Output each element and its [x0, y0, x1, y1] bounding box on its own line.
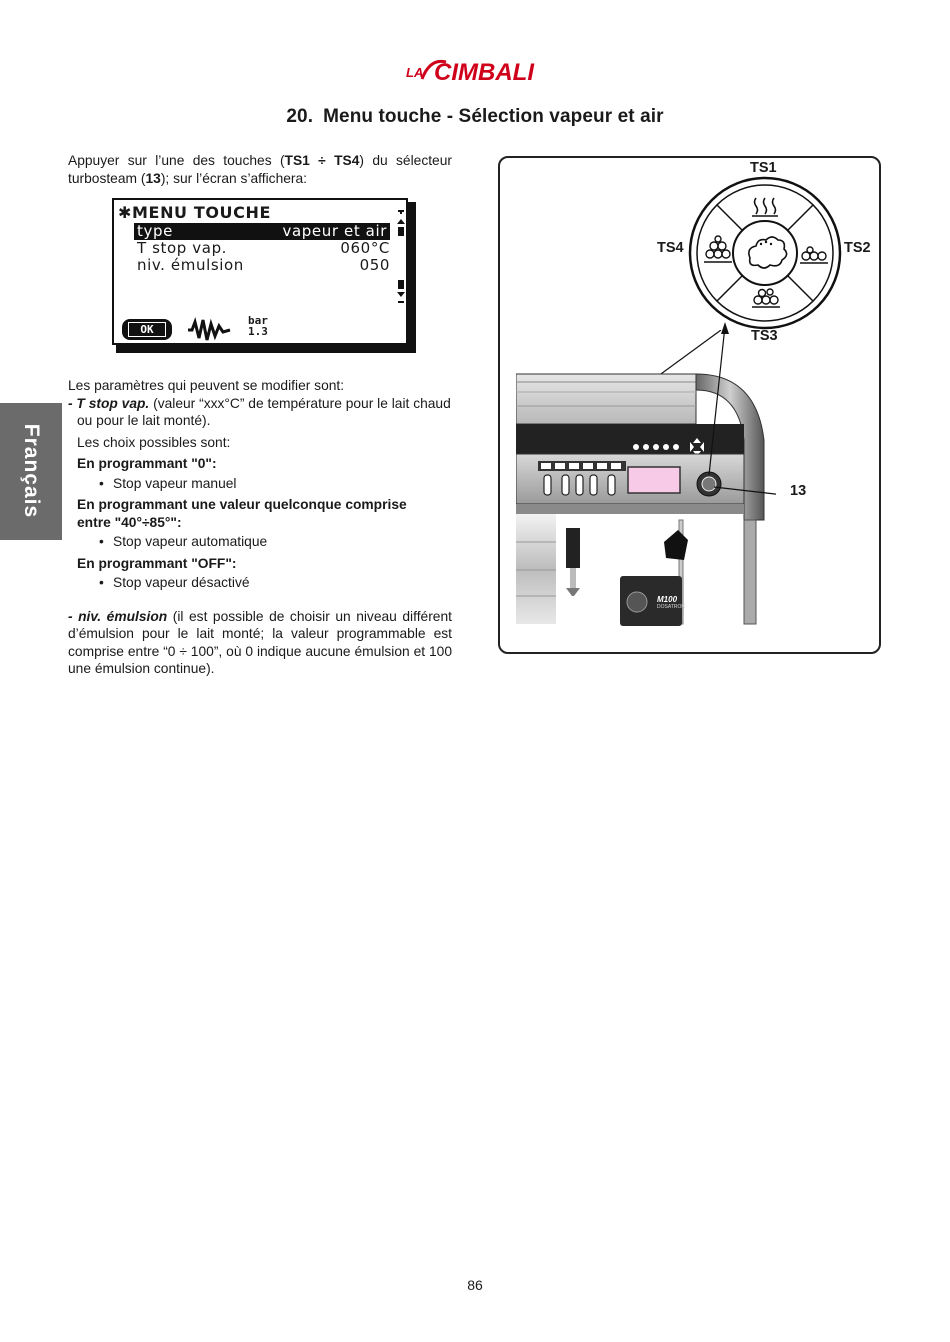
pressure-readout — [248, 315, 268, 337]
pointer-arrow — [700, 320, 740, 480]
option-heading: En programmant "0": — [77, 456, 217, 471]
label-ts3: TS3 — [751, 328, 778, 344]
tstop-desc-cont: ou pour le lait monté). — [77, 413, 211, 428]
lcd-row-label: type — [137, 222, 173, 240]
lcd-row-emulsion — [134, 257, 390, 274]
option-item-text: Stop vapeur automatique — [113, 534, 268, 549]
ok-label: OK — [128, 322, 166, 337]
label-ts4: TS4 — [657, 240, 684, 256]
emulsion-desc: (il est possible de choisir un niveau différent d’émulsion pour le lait monté; la valeur programmable est comprise entre “0 ÷ 100”, où 0 indique aucune émulsion et 100 une émulsion continue). — [68, 608, 452, 676]
lcd-row-value: vapeur et air — [282, 222, 387, 240]
badge-text: M100 — [657, 595, 678, 604]
params-intro: Les paramètres qui peuvent se modifier sont: — [68, 378, 345, 393]
language-tab-label: Français — [20, 423, 43, 519]
section-title — [0, 106, 950, 128]
lcd-row-value: 060°C — [340, 239, 390, 257]
emulsion-name: - niv. émulsion — [68, 608, 168, 624]
section-title-text: Menu touche - Sélection vapeur et air — [323, 106, 664, 127]
lcd-display — [112, 198, 408, 345]
badge-sub: DOSATRON — [657, 604, 685, 610]
option-item-text: Stop vapeur manuel — [113, 475, 237, 491]
emulsion-paragraph — [68, 608, 452, 678]
lcd-row-type — [134, 223, 390, 240]
option-heading: En programmant une valeur quelconque comprise — [77, 497, 407, 512]
label-ts2: TS2 — [844, 240, 871, 256]
ok-button[interactable] — [122, 319, 172, 340]
tstop-desc: (valeur “xxx°C” de température pour le lait chaud — [149, 395, 451, 411]
lcd-title-text: MENU TOUCHE — [132, 203, 271, 222]
turbosteam-selector-icon — [688, 176, 842, 330]
lcd-row-tstop — [134, 240, 390, 257]
option-item — [68, 574, 452, 592]
scrollbar-icon — [396, 210, 406, 305]
wave-icon — [186, 316, 232, 342]
label-ts1: TS1 — [750, 160, 777, 176]
intro-text-suffix: ); sur l’écran s’affichera: — [160, 170, 308, 186]
choices-intro: Les choix possibles sont: — [77, 434, 231, 450]
language-tab — [0, 403, 62, 540]
svg-text:CIMBALI: CIMBALI — [434, 59, 534, 86]
lcd-row-value: 050 — [359, 256, 390, 274]
option-item — [68, 533, 452, 551]
lcd-title — [118, 204, 271, 221]
intro-ref: 13 — [145, 170, 161, 186]
intro-text-middle: ) du sélecteur turbosteam ( — [68, 153, 452, 186]
lcd-row-label: niv. émulsion — [137, 256, 244, 274]
lcd-row-label: T stop vap. — [137, 239, 228, 257]
option-item-text: Stop vapeur désactivé — [113, 575, 250, 590]
option-heading: En programmant "OFF": — [77, 555, 237, 571]
label-ref-13: 13 — [790, 483, 807, 499]
svg-text:LA: LA — [406, 65, 424, 80]
tstop-name: - T stop vap. — [68, 395, 150, 411]
section-number: 20. — [286, 106, 314, 127]
option-heading-cont: entre "40°÷85°": — [77, 514, 182, 530]
intro-keys: TS1 ÷ TS4 — [284, 153, 360, 168]
brand-logo — [400, 52, 550, 88]
intro-paragraph — [68, 152, 452, 187]
page-number: 86 — [467, 1277, 483, 1293]
asterisk-icon: ✱ — [118, 203, 133, 222]
parameters-block — [68, 377, 452, 678]
intro-text: Appuyer sur l’une des touches ( — [68, 153, 285, 168]
tstop-paragraph — [68, 395, 452, 413]
pressure-value: 1.3 — [248, 325, 268, 338]
pressure-unit: bar — [248, 314, 268, 327]
option-item — [68, 475, 452, 493]
